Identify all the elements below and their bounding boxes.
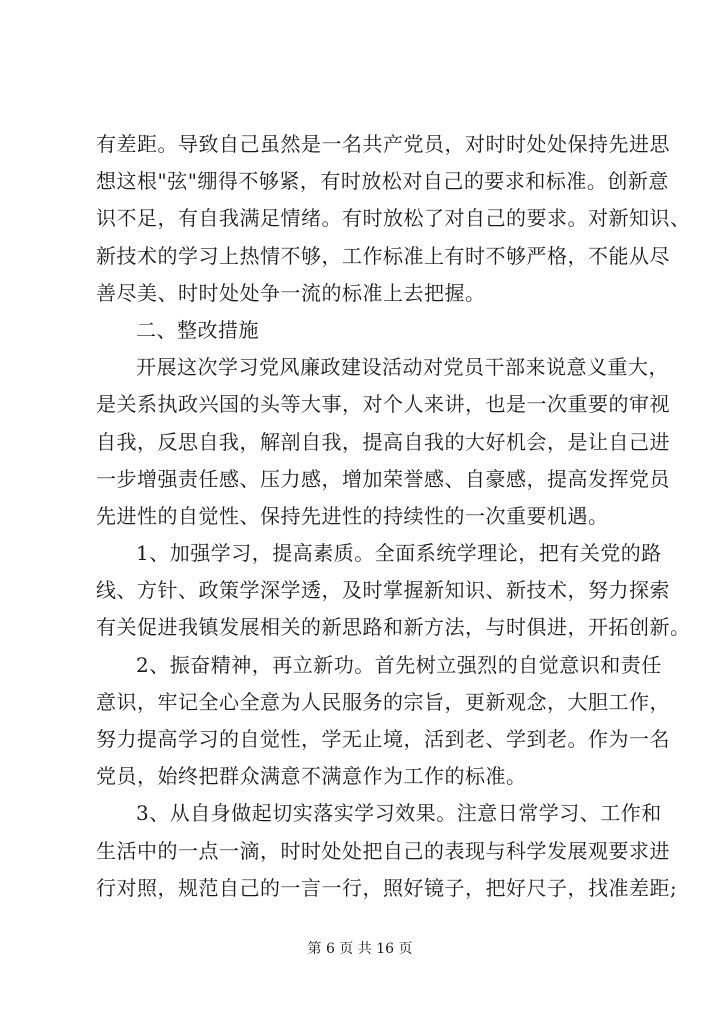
text-line: 一步增强责任感、压力感，增加荣誉感、自豪感，提高发挥党员 <box>96 466 670 491</box>
paragraph-item-2 <box>96 647 670 796</box>
paragraph-intro <box>96 349 670 535</box>
text-line: 行对照，规范自己的一言一行，照好镜子，把好尺子，找准差距; <box>96 875 678 900</box>
text-line: 识不足，有自我满足情绪。有时放松了对自己的要求。对新知识、 <box>96 206 691 231</box>
section-heading <box>96 312 636 349</box>
text-line: 先进性的自觉性、保持先进性的持续性的一次重要机遇。 <box>96 503 609 528</box>
page-number-label: 第 6 页 共 16 页 <box>307 941 413 957</box>
text-line: 是关系执政兴国的头等大事，对个人来讲，也是一次重要的审视 <box>96 392 670 417</box>
page-footer <box>0 938 720 958</box>
text-line: 新技术的学习上热情不够，工作标准上有时不够严格，不能从尽 <box>96 243 670 268</box>
text-line: 3、从自身做起切实落实学习效果。注意日常学习、工作和 <box>136 801 662 826</box>
paragraph-item-1 <box>96 535 691 647</box>
text-line: 线、方针、政策学深学透，及时掌握新知识、新技术，努力探索 <box>96 578 670 603</box>
text-line: 努力提高学习的自觉性，学无止境，活到老、学到老。作为一名 <box>96 727 670 751</box>
text-line: 有关促进我镇发展相关的新思路和新方法，与时俱进，开拓创新。 <box>96 615 691 640</box>
paragraph-continuation <box>96 126 691 312</box>
paragraph-item-3 <box>96 795 678 907</box>
text-line: 有差距。导致自己虽然是一名共产党员，对时时处处保持先进思 <box>96 132 670 156</box>
text-line: 党员，始终把群众满意不满意作为工作的标准。 <box>96 764 527 789</box>
heading-line: 二、整改措施 <box>136 317 259 342</box>
document-body <box>96 126 691 907</box>
text-line: 善尽美、时时处处争一流的标准上去把握。 <box>96 280 486 305</box>
text-line: 意识，牢记全心全意为人民服务的宗旨，更新观念，大胆工作， <box>96 689 670 714</box>
text-line: 生活中的一点一滴，时时处处把自己的表现与科学发展观要求进 <box>96 838 670 863</box>
text-line: 2、振奋精神，再立新功。首先树立强烈的自觉意识和责任 <box>136 652 662 677</box>
text-line: 1、加强学习，提高素质。全面系统学理论，把有关党的路 <box>136 541 662 566</box>
text-line: 自我，反思自我，解剖自我，提高自我的大好机会，是让自己进 <box>96 429 670 454</box>
text-line: 开展这次学习党风廉政建设活动对党员干部来说意义重大， <box>136 355 669 380</box>
text-line: 想这根"弦"绷得不够紧，有时放松对自己的要求和标准。创新意 <box>96 169 669 194</box>
